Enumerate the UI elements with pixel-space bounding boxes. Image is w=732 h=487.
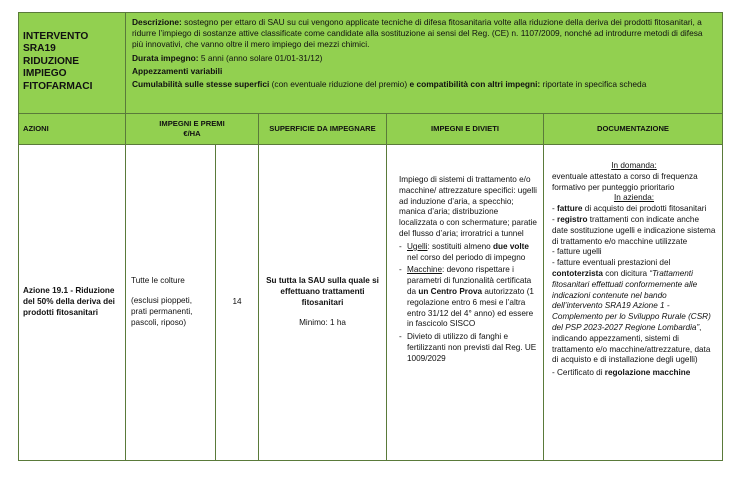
compatibility-text: riportate in specifica scheda <box>540 79 647 90</box>
doc-fatture-text: di acquisto dei prodotti fitosanitari <box>582 204 707 214</box>
list-item: - Ugelli: sostituiti almeno due volte nel corso del periodo di impegno <box>399 241 529 262</box>
doc-prest-bold: contoterzista <box>552 268 603 278</box>
doc-prest-text-mid: con dicitura <box>602 268 650 278</box>
doc-azienda-heading: In azienda: <box>613 193 655 203</box>
minimo-text: Minimo: 1 ha <box>299 317 346 327</box>
title-line: INTERVENTO SRA19 <box>23 31 89 55</box>
description-label: Descrizione: <box>132 17 182 27</box>
list-item: - Macchine: devono rispettare i parametri di funzionalità certificata da un Centro Prova autorizzato (1 regolazione entro 6 mesi e l’altra entro 31/12 del 4° anno) ed essere in fascicolo SISCO <box>399 265 534 329</box>
title-line: FITOFARMACI <box>23 80 93 92</box>
macchine-label: Macchine <box>407 265 443 275</box>
doc-cert-text: Certificato di <box>557 368 605 378</box>
divieto-text: Divieto di utilizzo di fanghi e fertilizzanti non previsti dal Reg. UE 1009/2029 <box>407 332 537 363</box>
intro-row <box>19 13 723 114</box>
doc-fatture-ugelli: fatture ugelli <box>557 247 602 257</box>
compatibility-label: e compatibilità con altri impegni: <box>409 79 541 90</box>
description-text: sostegno per ettaro di SAU su cui vengono applicate tecniche di difesa fitosanitaria volte alla riduzione della deriva dei prodotti fitosanitari, a ridurre l’impiego di sostanze attive classificate come candidate alla sostituzione ai sensi del Reg. (CE) n. 1107/2009, nonché ad introdurre metodi di difesa più innovativi, che vanno oltre il mero impiego dei mezzi chimici. <box>132 17 703 50</box>
intervention-title <box>19 13 126 114</box>
superficie-cell <box>259 145 387 461</box>
header-azioni: AZIONI <box>19 114 126 145</box>
header-impegni-divieti: IMPEGNI E DIVIETI <box>387 114 544 145</box>
colture-cell <box>126 145 216 461</box>
superficie-text: Su tutta la SAU sulla quale si effettuano trattamenti fitosanitari <box>266 276 379 307</box>
colture-note: (esclusi pioppeti, prati permanenti, pascoli, riposo) <box>131 296 193 327</box>
ugelli-label: Ugelli <box>407 241 428 251</box>
macchine-bold: un Centro Prova <box>418 286 483 296</box>
header-impegni-premi-unit: €/HA <box>183 129 201 138</box>
list-item: - fatture di acquisto dei prodotti fitosanitari <box>552 204 707 214</box>
list-item: - Certificato di regolazione macchine <box>552 368 691 378</box>
doc-domanda-heading: In domanda: <box>611 161 657 170</box>
duration-label: Durata impegno: <box>132 52 199 63</box>
list-item: - fatture eventuali prestazioni del contoterzista con dicitura “Trattamenti fitosanitari effettuati conformemente alle indicazioni contenute nel bando dell’intervento SRA19 Azione 1 - Complemento per lo Sviluppo Rurale (CSR) del PSP 2023-2027 Regione Lombardia”, indicando appezzamenti, sistemi di trattamento e/o macchine/attrezzature, data di acquisto e di installazione degli ugelli) <box>552 258 711 365</box>
title-line: IMPIEGO <box>23 68 67 80</box>
duration-line <box>132 53 716 64</box>
header-impegni-premi-label: IMPEGNI E PREMI <box>159 119 225 128</box>
doc-cert-bold: regolazione macchine <box>604 368 691 378</box>
cumulability-text: (con eventuale riduzione del premio) <box>269 79 410 90</box>
doc-prest-italic: “Trattamenti fitosanitari effettuati conformemente alle indicazioni contenute nel bando dell’intervento SRA19 Azione 1 - Complemento per lo Sviluppo Rurale (CSR) del PSP 2023-2027 Regione Lombardia” <box>552 268 711 332</box>
ugelli-bold: due volte <box>493 241 529 251</box>
cumulability-line <box>132 79 716 90</box>
duration-text: 5 anni (anno solare 01/01-31/12) <box>198 52 323 63</box>
header-superficie: SUPERFICIE DA IMPEGNARE <box>259 114 387 145</box>
ugelli-text: : sostituiti almeno <box>427 241 494 251</box>
premio-cell: 14 <box>216 145 259 461</box>
doc-domanda-text: eventuale attestato a corso di frequenza formativo per punteggio prioritario <box>552 171 698 192</box>
colture-text: Tutte le colture <box>131 276 185 286</box>
impegni-divieti-cell <box>387 145 544 461</box>
intervention-description <box>126 13 723 114</box>
doc-prest-text-end: , indicando appezzamenti, sistemi di trattamento e/o macchine/attrezzature, data di acquisto e di installazione degli ugelli) <box>552 322 711 365</box>
doc-prest-text: fatture eventuali prestazioni del <box>557 258 671 268</box>
table-row <box>19 145 723 461</box>
ugelli-text-end: nel corso del periodo di impegno <box>407 252 526 262</box>
header-impegni-premi <box>126 114 259 145</box>
title-line: RIDUZIONE <box>23 55 80 67</box>
header-documentazione: DOCUMENTAZIONE <box>544 114 723 145</box>
list-item: - Divieto di utilizzo di fanghi e fertilizzanti non previsti dal Reg. UE 1009/2029 <box>399 332 537 363</box>
macchine-text: : devono rispettare i parametri di funzionalità certificata da <box>407 265 532 296</box>
description-paragraph <box>132 17 716 51</box>
variable-line <box>132 66 716 77</box>
list-item: - registro trattamenti con indicate anche date sostituzione ugelli e indicazione sistema di trattamento e/o macchine utilizzate <box>552 214 716 246</box>
cumulability-label: Cumulabilità sulle stesse superfici <box>132 79 270 90</box>
doc-registro-text: trattamenti con indicate anche date sostituzione ugelli e indicazione sistema di trattamento e/o macchine utilizzate <box>552 214 716 246</box>
azione-cell: Azione 19.1 - Riduzione del 50% della deriva dei prodotti fitosanitari <box>19 145 126 461</box>
intervention-table <box>18 12 723 461</box>
doc-registro-bold: registro <box>557 214 588 224</box>
macchine-text-end: autorizzato (1 regolazione entro 6 mesi e l’altra entro 31/12 del 4° anno) ed essere in fascicolo SISCO <box>407 286 534 329</box>
header-row <box>19 114 723 145</box>
impegni-intro: Impiego di sistemi di trattamento e/o macchine/ attrezzature specifici: ugelli ad induzione d’aria, a specchio; manica d’aria; distribuzione localizzata o con schermature; paratie del flusso d’aria; irroratrici a tunnel <box>399 175 537 238</box>
doc-fatture-bold: fatture <box>557 204 583 214</box>
list-item: - fatture ugelli <box>552 247 602 257</box>
documentazione-cell <box>544 145 723 461</box>
document-table-wrapper <box>18 12 722 461</box>
variable-label: Appezzamenti variabili <box>132 65 223 76</box>
